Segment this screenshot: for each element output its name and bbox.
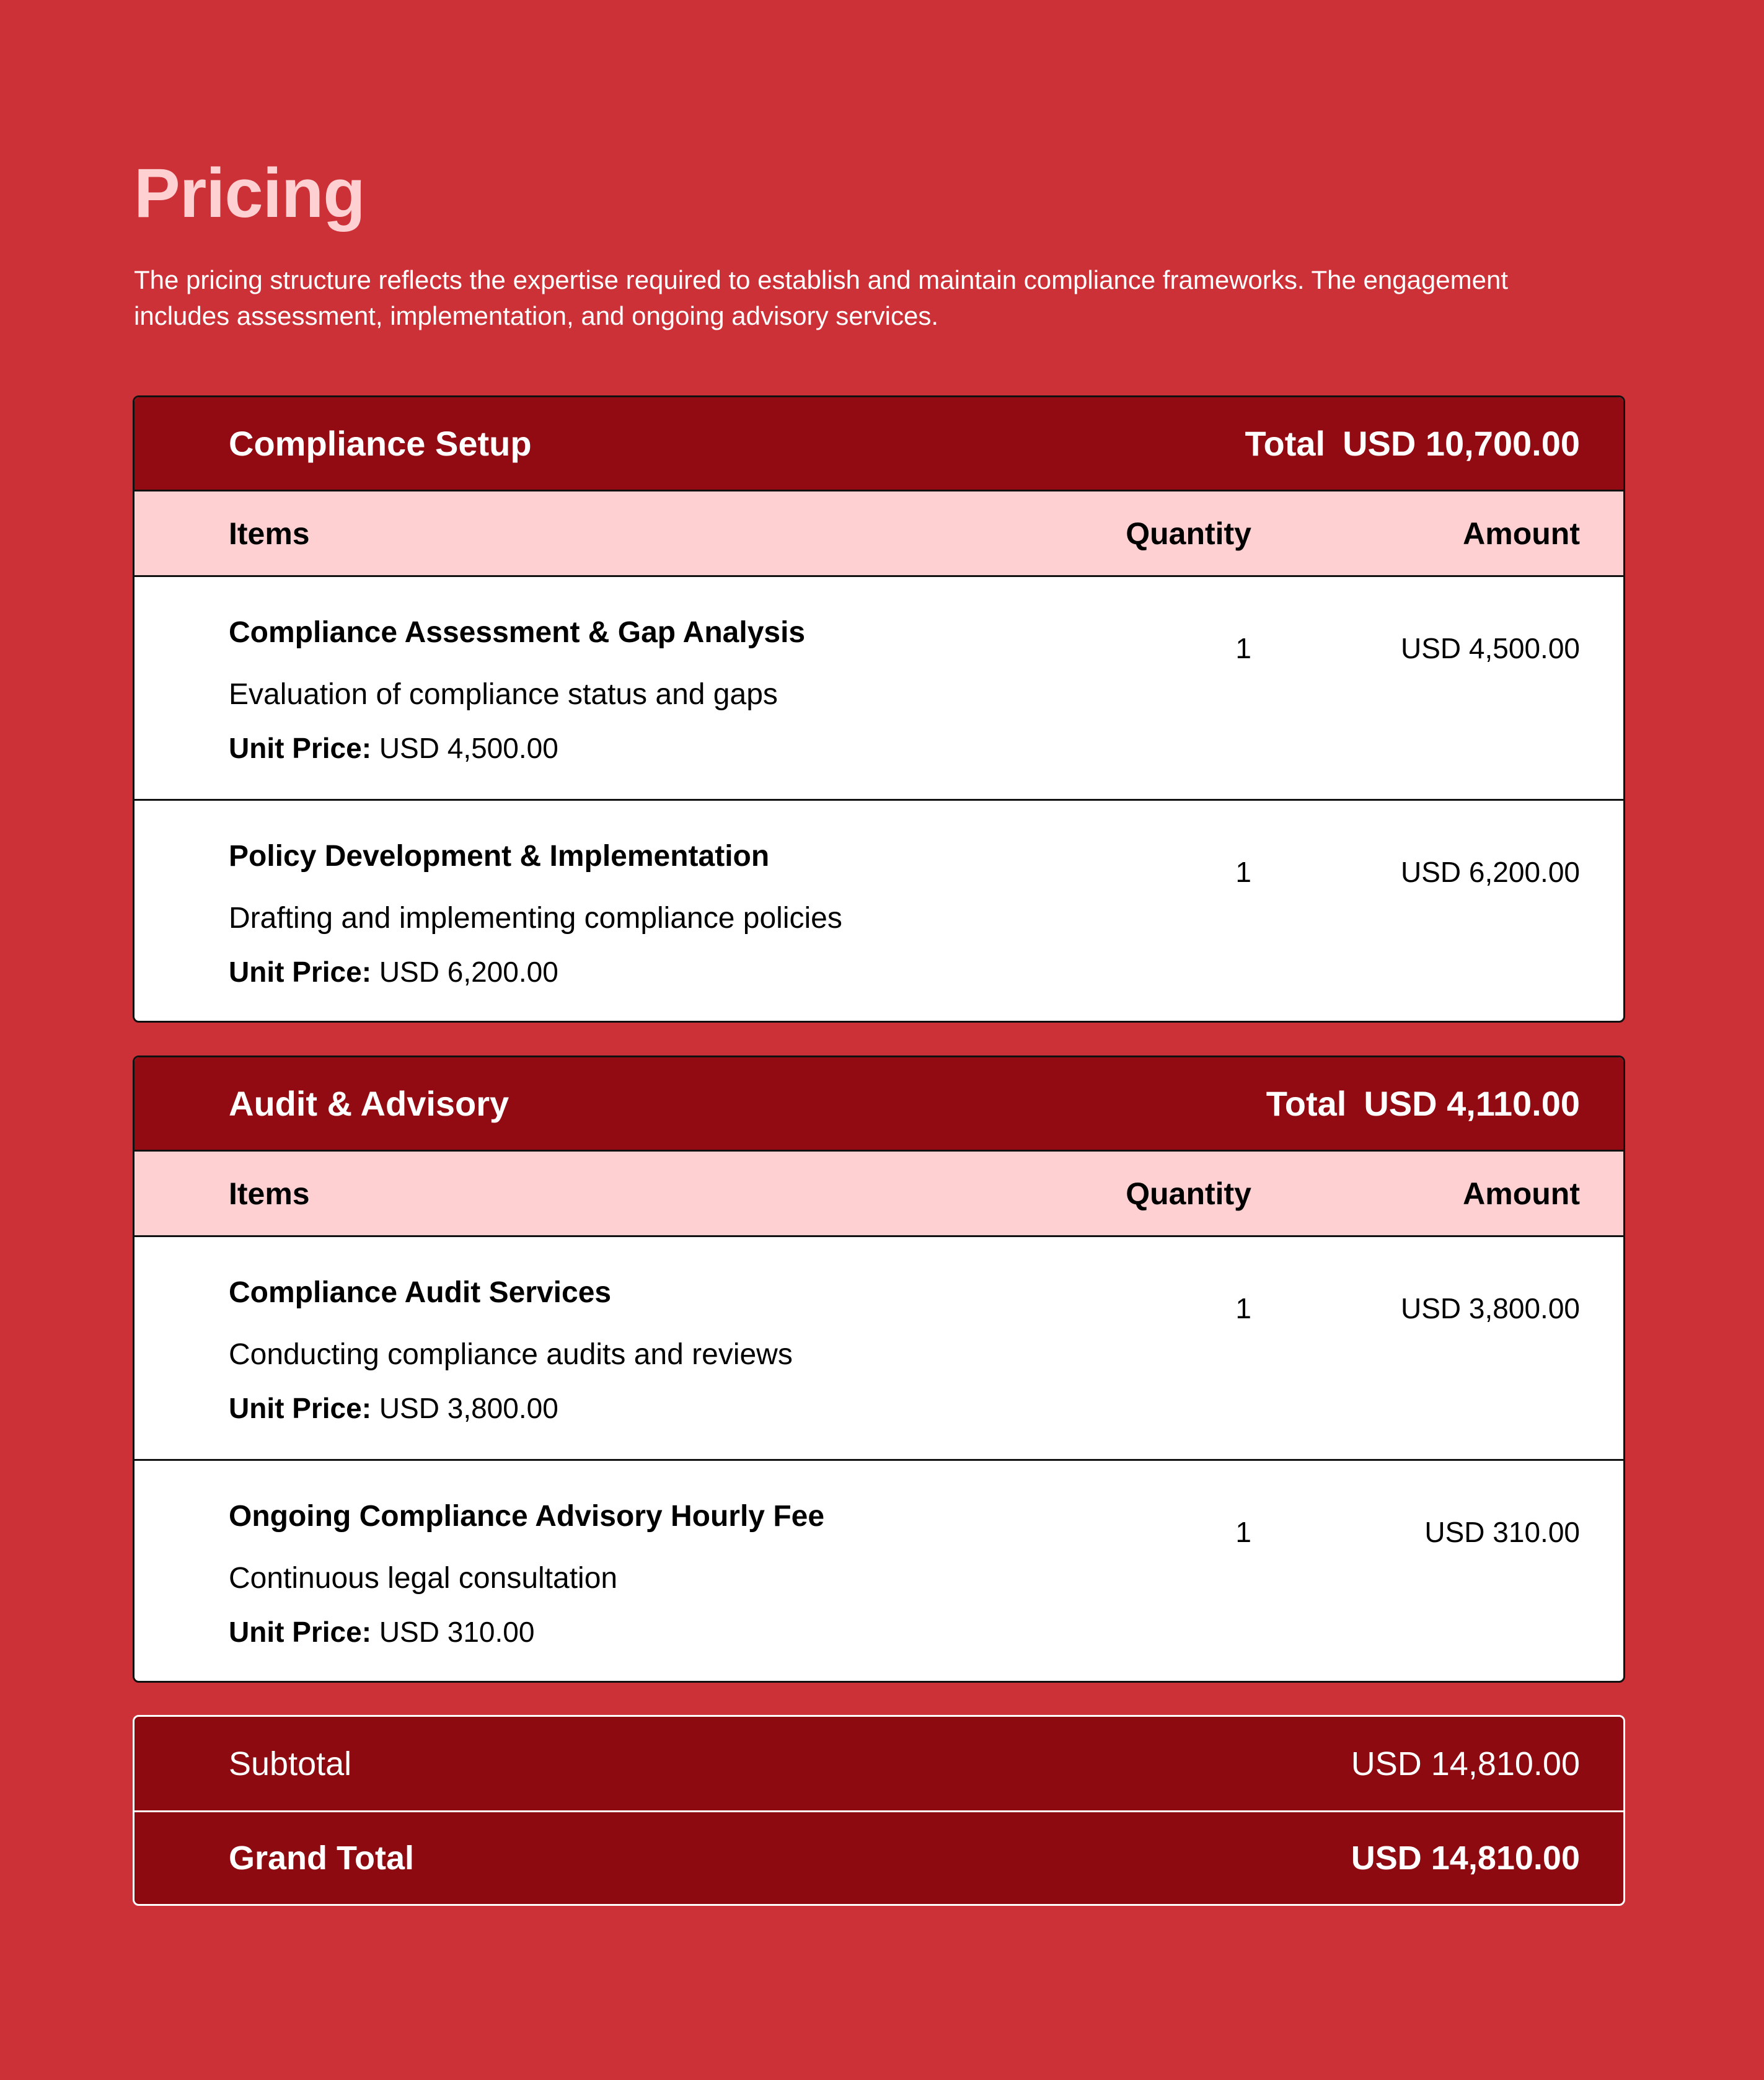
item-amount: USD 3,800.00 xyxy=(1401,1292,1580,1324)
section-total-label: Total xyxy=(1266,1084,1347,1123)
item-description: Drafting and implementing compliance policies xyxy=(229,902,842,935)
subtotal-value: USD 14,810.00 xyxy=(1351,1745,1580,1783)
section-title: Audit & Advisory xyxy=(229,1084,509,1123)
subtotal-label: Subtotal xyxy=(229,1745,352,1783)
section-title: Compliance Setup xyxy=(229,424,532,463)
grand-total-row xyxy=(135,1810,1623,1904)
column-header-amount: Amount xyxy=(1463,1176,1580,1211)
item-amount: USD 310.00 xyxy=(1424,1516,1580,1548)
unit-price-value: USD 4,500.00 xyxy=(379,732,558,764)
unit-price-value: USD 3,800.00 xyxy=(379,1392,558,1424)
item-unit-price xyxy=(229,953,1090,990)
item-description: Continuous legal consultation xyxy=(229,1562,618,1595)
item-name: Ongoing Compliance Advisory Hourly Fee xyxy=(229,1500,825,1533)
pricing-intro: The pricing structure reflects the expertise required to establish and maintain compliance frameworks. The engagement includes assessment, implementation, and ongoing advisory services. xyxy=(134,265,1509,330)
subtotal-row xyxy=(135,1717,1623,1810)
section-compliance-setup xyxy=(133,395,1625,1023)
item-name: Compliance Assessment & Gap Analysis xyxy=(229,616,806,649)
line-item xyxy=(135,1237,1623,1459)
column-header-amount: Amount xyxy=(1463,516,1580,551)
item-unit-price xyxy=(229,1390,1090,1427)
section-total-value: USD 10,700.00 xyxy=(1343,424,1580,463)
section-audit-advisory xyxy=(133,1055,1625,1683)
item-quantity: 1 xyxy=(1235,1292,1251,1324)
section-total xyxy=(1245,423,1580,464)
section-total-label: Total xyxy=(1245,424,1326,463)
item-name: Policy Development & Implementation xyxy=(229,840,770,873)
line-item xyxy=(135,577,1623,799)
column-header-items: Items xyxy=(229,1176,310,1211)
section-total-value: USD 4,110.00 xyxy=(1364,1084,1580,1123)
column-header-row xyxy=(135,1152,1623,1237)
column-header-quantity: Quantity xyxy=(1126,1176,1251,1211)
column-header-quantity: Quantity xyxy=(1126,516,1251,551)
unit-price-value: USD 310.00 xyxy=(379,1616,535,1648)
pricing-summary xyxy=(133,1715,1625,1906)
item-name: Compliance Audit Services xyxy=(229,1276,612,1309)
item-description: Conducting compliance audits and reviews xyxy=(229,1338,793,1371)
item-amount: USD 4,500.00 xyxy=(1401,632,1580,664)
unit-price-label: Unit Price: xyxy=(229,1392,372,1424)
unit-price-value: USD 6,200.00 xyxy=(379,956,558,988)
line-item xyxy=(135,799,1623,1021)
item-unit-price xyxy=(229,1613,1090,1650)
item-unit-price xyxy=(229,729,1090,767)
page-title: Pricing xyxy=(134,154,365,232)
item-quantity: 1 xyxy=(1235,632,1251,664)
unit-price-label: Unit Price: xyxy=(229,956,372,988)
item-amount: USD 6,200.00 xyxy=(1401,856,1580,888)
item-quantity: 1 xyxy=(1235,1516,1251,1548)
grand-total-label: Grand Total xyxy=(229,1840,415,1877)
grand-total-value: USD 14,810.00 xyxy=(1351,1840,1580,1877)
section-total xyxy=(1266,1083,1580,1124)
unit-price-label: Unit Price: xyxy=(229,1616,372,1648)
section-header xyxy=(135,1057,1623,1152)
item-quantity: 1 xyxy=(1235,856,1251,888)
column-header-row xyxy=(135,491,1623,577)
column-header-items: Items xyxy=(229,516,310,551)
unit-price-label: Unit Price: xyxy=(229,732,372,764)
item-description: Evaluation of compliance status and gaps xyxy=(229,678,778,711)
line-item xyxy=(135,1459,1623,1681)
section-header xyxy=(135,397,1623,491)
